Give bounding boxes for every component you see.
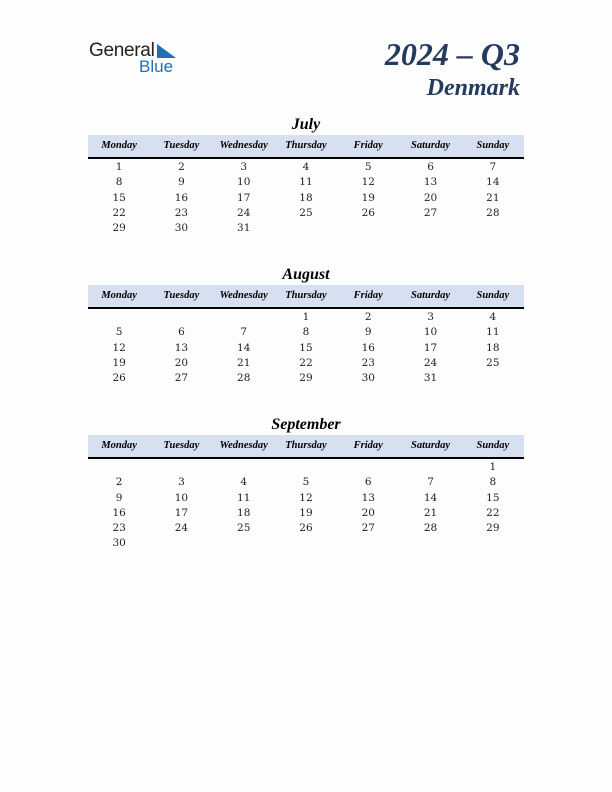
day-cell (462, 536, 524, 551)
day-cell: 28 (486, 206, 500, 219)
day-cell: 17 (423, 341, 438, 354)
day-cell: 31 (423, 372, 438, 385)
day-cell: 15 (486, 491, 500, 504)
day-cell (462, 221, 524, 236)
weekday-header-row (88, 285, 524, 309)
day-cell: 25 (237, 522, 251, 535)
day-cell: 12 (299, 491, 313, 504)
week-row (88, 191, 524, 206)
day-cell: 18 (486, 341, 500, 354)
week-row (88, 506, 524, 521)
day-cell: 2 (115, 476, 123, 489)
day-cell: 8 (302, 326, 310, 339)
day-cell: 16 (361, 341, 375, 354)
day-cell: 10 (174, 491, 189, 504)
day-cell: 6 (427, 161, 434, 173)
day-cell (399, 536, 461, 551)
weekday-label: Monday (101, 140, 137, 151)
day-cell: 20 (423, 191, 438, 204)
weekday-label: Friday (353, 440, 383, 451)
day-cell: 17 (174, 506, 189, 519)
day-cell: 13 (361, 491, 375, 504)
day-cell: 14 (237, 341, 251, 354)
day-cell (337, 536, 399, 551)
day-cell: 10 (423, 326, 438, 339)
day-cell: 12 (361, 176, 375, 189)
day-cell: 23 (361, 356, 375, 369)
day-cell: 29 (486, 522, 500, 535)
day-cell: 2 (178, 161, 185, 173)
day-cell (88, 310, 150, 325)
day-cell (399, 221, 461, 236)
day-cell: 26 (299, 522, 313, 535)
day-cell: 29 (112, 222, 126, 235)
week-row (88, 491, 524, 506)
day-cell (150, 536, 212, 551)
weekday-label: Thursday (285, 140, 327, 151)
day-cell: 22 (112, 206, 126, 219)
day-cell: 4 (240, 476, 248, 489)
day-cell: 5 (364, 161, 372, 173)
day-cell: 3 (427, 311, 434, 323)
day-cell (275, 536, 337, 551)
weekday-label: Saturday (411, 140, 451, 151)
day-cell: 9 (178, 176, 185, 189)
day-cell: 11 (299, 176, 313, 189)
weekday-label: Wednesday (219, 440, 268, 451)
day-cell: 26 (361, 206, 375, 219)
day-grid (88, 310, 524, 386)
day-cell: 13 (174, 341, 189, 354)
month-name: August (282, 266, 330, 283)
day-cell (213, 460, 275, 475)
week-row (88, 356, 524, 371)
day-cell: 21 (237, 356, 251, 369)
weekday-label: Saturday (411, 440, 451, 451)
day-cell (213, 536, 275, 551)
day-cell (213, 310, 275, 325)
week-row (88, 371, 524, 386)
month-calendar-august (88, 265, 524, 386)
weekday-label: Sunday (476, 440, 510, 451)
weekday-label: Thursday (285, 290, 327, 301)
weekday-label: Wednesday (219, 290, 268, 301)
day-cell: 9 (115, 491, 123, 504)
day-cell: 11 (237, 491, 251, 504)
day-cell: 24 (174, 522, 189, 535)
day-cell: 25 (299, 206, 313, 219)
day-cell: 19 (361, 191, 375, 204)
day-cell: 26 (112, 372, 126, 385)
day-cell: 11 (486, 326, 500, 339)
day-cell (275, 221, 337, 236)
day-cell: 18 (299, 191, 313, 204)
weekday-label: Tuesday (163, 140, 200, 151)
day-cell: 18 (237, 506, 251, 519)
day-cell: 8 (115, 176, 123, 189)
day-cell: 15 (112, 191, 126, 204)
day-cell (150, 310, 212, 325)
day-cell: 9 (364, 326, 372, 339)
day-cell: 19 (299, 506, 313, 519)
weekday-label: Tuesday (163, 290, 200, 301)
week-row (88, 160, 524, 175)
day-cell: 22 (486, 506, 500, 519)
day-grid (88, 460, 524, 552)
week-row (88, 206, 524, 221)
day-cell: 8 (489, 476, 497, 489)
day-cell: 7 (427, 476, 434, 489)
weekday-label: Tuesday (163, 440, 200, 451)
weekday-header-row (88, 135, 524, 159)
week-row (88, 460, 524, 475)
day-cell (337, 221, 399, 236)
week-row (88, 221, 524, 236)
day-cell: 25 (486, 356, 500, 369)
weekday-label: Wednesday (219, 140, 268, 151)
day-cell (399, 460, 461, 475)
country-subtitle: Denmark (426, 75, 520, 101)
weekday-label: Sunday (476, 290, 510, 301)
day-cell: 21 (486, 191, 500, 204)
day-cell: 21 (423, 506, 438, 519)
day-cell: 5 (302, 476, 310, 489)
day-cell: 22 (299, 356, 313, 369)
day-cell: 4 (302, 161, 310, 173)
week-row (88, 325, 524, 340)
day-cell: 7 (489, 161, 497, 173)
weekday-label: Friday (353, 140, 383, 151)
day-cell: 1 (302, 311, 310, 323)
day-cell: 14 (423, 491, 438, 504)
day-cell: 28 (237, 372, 251, 385)
brand-logo (89, 40, 189, 76)
day-cell (337, 460, 399, 475)
day-cell: 16 (112, 506, 126, 519)
day-cell: 1 (489, 461, 497, 473)
day-cell: 24 (423, 356, 438, 369)
day-cell: 3 (178, 476, 185, 489)
day-cell: 14 (486, 176, 500, 189)
day-grid (88, 160, 524, 236)
week-row (88, 175, 524, 190)
week-row (88, 341, 524, 356)
day-cell: 30 (112, 537, 126, 550)
day-cell (150, 460, 212, 475)
day-cell (88, 460, 150, 475)
day-cell: 15 (299, 341, 313, 354)
month-calendar-july (88, 115, 524, 236)
day-cell: 31 (237, 222, 251, 235)
day-cell: 24 (237, 206, 251, 219)
logo-text-blue: Blue (139, 57, 174, 76)
day-cell: 16 (174, 191, 189, 204)
day-cell: 28 (423, 522, 438, 535)
month-name: September (271, 416, 341, 433)
day-cell: 20 (361, 506, 375, 519)
day-cell: 27 (174, 372, 189, 385)
day-cell: 20 (174, 356, 189, 369)
week-row (88, 310, 524, 325)
day-cell: 7 (240, 326, 248, 339)
day-cell: 19 (112, 356, 126, 369)
day-cell: 5 (115, 326, 123, 339)
logo-text-general: General (89, 40, 155, 61)
day-cell: 29 (299, 372, 313, 385)
day-cell: 1 (115, 161, 123, 173)
day-cell: 23 (174, 206, 189, 219)
day-cell: 30 (361, 372, 375, 385)
day-cell: 23 (112, 522, 126, 535)
page-title: 2024 – Q3 (384, 36, 520, 72)
day-cell: 6 (178, 326, 185, 339)
day-cell: 27 (423, 206, 438, 219)
weekday-label: Monday (101, 440, 137, 451)
month-calendar-september (88, 415, 524, 552)
day-cell (462, 371, 524, 386)
week-row (88, 521, 524, 536)
day-cell: 2 (364, 311, 372, 323)
day-cell: 10 (237, 176, 251, 189)
day-cell: 6 (364, 476, 372, 489)
day-cell (275, 460, 337, 475)
day-cell: 27 (361, 522, 375, 535)
day-cell: 30 (174, 222, 189, 235)
week-row (88, 475, 524, 490)
day-cell: 17 (237, 191, 251, 204)
day-cell: 12 (112, 341, 126, 354)
weekday-label: Monday (101, 290, 137, 301)
day-cell: 13 (423, 176, 438, 189)
day-cell: 4 (489, 311, 497, 323)
month-name: July (291, 116, 321, 133)
weekday-label: Thursday (285, 440, 327, 451)
weekday-label: Saturday (411, 290, 451, 301)
weekday-label: Sunday (476, 140, 510, 151)
day-cell: 3 (240, 161, 248, 173)
weekday-header-row (88, 435, 524, 459)
weekday-label: Friday (353, 290, 383, 301)
week-row (88, 536, 524, 551)
